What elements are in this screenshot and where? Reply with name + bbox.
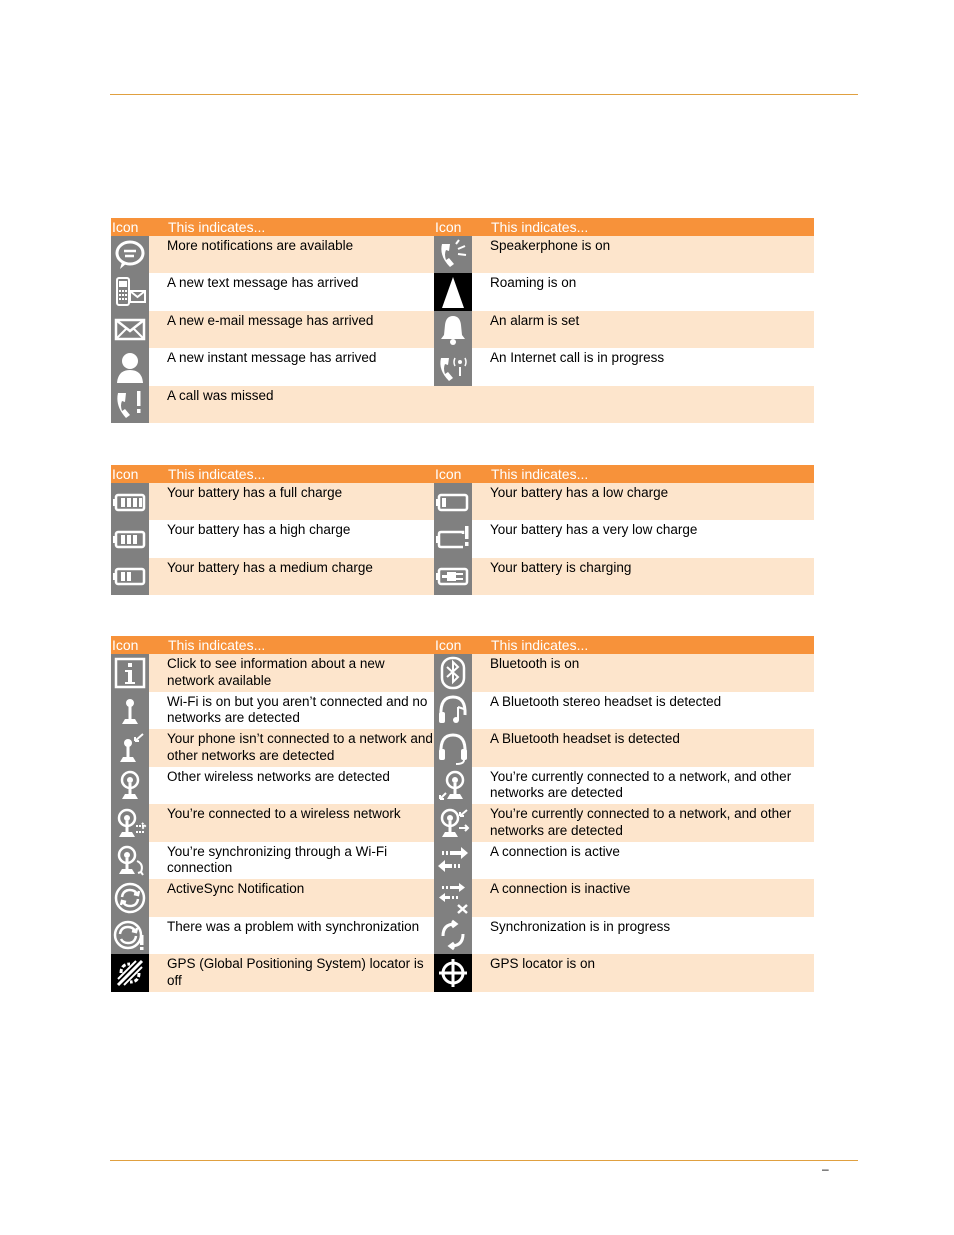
row-text: More notifications are available: [167, 236, 434, 273]
header-icon: Icon: [112, 219, 139, 235]
table-row: [111, 386, 814, 423]
row-text: A call was missed: [167, 386, 434, 423]
table-header: [111, 218, 814, 236]
header-indicates: This indicates...: [491, 219, 589, 235]
sync-problem-icon: [111, 917, 149, 955]
activesync-icon: [111, 879, 149, 917]
wireless-networks-icon: [111, 767, 149, 805]
battery-full-icon: [111, 483, 149, 520]
table-row: [111, 483, 814, 520]
email-icon: [111, 311, 149, 348]
wifi-networks-detected-icon: [111, 729, 149, 767]
header-rule: [110, 94, 858, 95]
connection-inactive-icon: [434, 879, 472, 917]
row-text: [490, 386, 814, 423]
row-text: Your battery has a full charge: [167, 483, 434, 520]
row-text: You’re synchronizing through a Wi-Fi connection: [167, 843, 388, 875]
row-text: GPS (Global Positioning System) locator is off: [167, 954, 434, 992]
header-indicates: This indicates...: [168, 466, 266, 482]
page-number: –: [822, 1162, 829, 1176]
row-text: You’re connected to a wireless network: [167, 804, 434, 842]
row-text: Your battery is charging: [490, 558, 814, 595]
row-text: You’re currently connected to a network, and other networks are detected: [490, 804, 814, 842]
wifi-on-icon: [111, 692, 149, 730]
row-text: Your battery has a high charge: [167, 522, 351, 538]
table-row: [111, 654, 814, 692]
bluetooth-stereo-headset-icon: [434, 692, 472, 730]
row-text: Bluetooth is on: [490, 654, 814, 692]
table-row: [111, 692, 814, 730]
header-icon: Icon: [112, 637, 139, 653]
table-row: [111, 520, 814, 557]
header-indicates: This indicates...: [491, 466, 589, 482]
table-header: [111, 465, 814, 483]
table-row: [111, 804, 814, 842]
battery-icons-table: [111, 465, 814, 595]
bluetooth-icon: [434, 654, 472, 692]
header-indicates: This indicates...: [168, 637, 266, 653]
connection-active-icon: [434, 842, 472, 880]
gps-off-icon: [111, 954, 149, 992]
row-text: Speakerphone is on: [490, 236, 814, 273]
header-indicates: This indicates...: [168, 219, 266, 235]
table-row: [111, 348, 814, 385]
sync-progress-icon: [434, 917, 472, 955]
table-row: [111, 558, 814, 595]
row-text: Click to see information about a new network available: [167, 654, 434, 692]
row-text: A Bluetooth headset is detected: [490, 729, 814, 767]
connectivity-icons-table: [111, 636, 814, 992]
row-text: A new instant message has arrived: [167, 350, 377, 366]
row-text: A new text message has arrived: [167, 275, 359, 291]
table-header: [111, 636, 814, 654]
table-row: [111, 842, 814, 880]
missed-call-icon: [111, 386, 149, 423]
row-text: ActiveSync Notification: [167, 879, 434, 917]
battery-low-icon: [434, 483, 472, 520]
row-text: An Internet call is in progress: [490, 350, 665, 366]
footer-rule: [110, 1160, 858, 1161]
table-row: [111, 311, 814, 348]
header-indicates: This indicates...: [491, 637, 589, 653]
row-text: A new e-mail message has arrived: [167, 311, 434, 348]
connected-other-networks-2-icon: [434, 804, 472, 842]
row-text: A Bluetooth stereo headset is detected: [490, 693, 722, 709]
table-row: [111, 767, 814, 805]
row-text: A connection is active: [490, 843, 620, 859]
row-text: Other wireless networks are detected: [167, 768, 390, 784]
battery-medium-icon: [111, 558, 149, 595]
header-icon: Icon: [112, 466, 139, 482]
table-row: [111, 729, 814, 767]
row-text: Your phone isn’t connected to a network and other networks are detected: [167, 729, 434, 767]
row-text: You’re currently connected to a network, and other networks are detected: [490, 768, 792, 800]
gps-on-icon: [434, 954, 472, 992]
battery-very-low-icon: [434, 520, 472, 557]
table-row: [111, 273, 814, 310]
row-text: There was a problem with synchronization: [167, 918, 420, 934]
notification-icons-table: [111, 218, 814, 423]
header-icon: Icon: [435, 219, 462, 235]
battery-high-icon: [111, 520, 149, 557]
wireless-connected-icon: [111, 804, 149, 842]
table-row: [111, 236, 814, 273]
row-text: Roaming is on: [490, 275, 577, 291]
row-text: Synchronization is in progress: [490, 918, 671, 934]
table-row: [111, 954, 814, 992]
roaming-icon: [434, 273, 472, 310]
bluetooth-headset-icon: [434, 729, 472, 767]
internet-call-icon: [434, 348, 472, 385]
battery-charging-icon: [434, 558, 472, 595]
row-text: A connection is inactive: [490, 879, 814, 917]
table-row: [111, 879, 814, 917]
connected-other-networks-icon: [434, 767, 472, 805]
row-text: Your battery has a very low charge: [490, 522, 698, 538]
speakerphone-icon: [434, 236, 472, 273]
row-text: Your battery has a low charge: [490, 483, 814, 520]
network-info-icon: [111, 654, 149, 692]
alarm-icon: [434, 311, 472, 348]
header-icon: Icon: [435, 637, 462, 653]
text-message-icon: [111, 273, 149, 310]
instant-message-icon: [111, 348, 149, 385]
table-row: [111, 917, 814, 955]
more-notifications-icon: [111, 236, 149, 273]
wifi-sync-icon: [111, 842, 149, 880]
empty-cell: [434, 386, 472, 423]
row-text: An alarm is set: [490, 311, 814, 348]
header-icon: Icon: [435, 466, 462, 482]
row-text: GPS locator is on: [490, 954, 814, 992]
row-text: Your battery has a medium charge: [167, 558, 434, 595]
row-text: Wi-Fi is on but you aren’t connected and no networks are detected: [167, 693, 428, 725]
